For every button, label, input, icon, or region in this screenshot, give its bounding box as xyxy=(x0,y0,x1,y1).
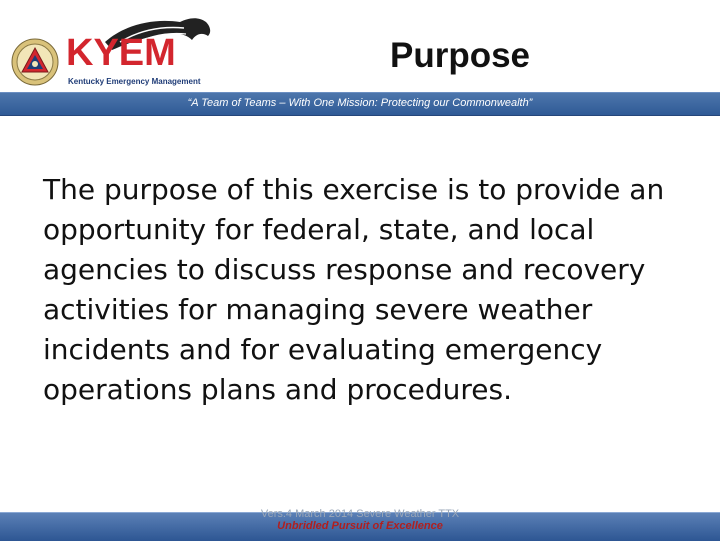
version-note: Vers.4 March 2014 Severe Weather TTX xyxy=(260,508,460,520)
slide-title: Purpose xyxy=(389,36,531,75)
kyem-logo-subtitle: Kentucky Emergency Management xyxy=(68,77,201,86)
purpose-paragraph: The purpose of this exercise is to provide an opportunity for federal, state, and local agencies to discuss response and recovery activities for managing severe weather incidents and for evaluating emergency operations plans and procedures. xyxy=(43,173,665,406)
motto-text: “A Team of Teams – With One Mission: Protecting our Commonwealth” xyxy=(187,97,533,109)
kyem-seal-icon xyxy=(11,38,59,86)
kyem-logo-text: KYEM xyxy=(66,32,176,74)
footer-slogan: Unbridled Pursuit of Excellence xyxy=(277,520,443,532)
slide-header xyxy=(0,0,720,92)
motto-bar xyxy=(0,92,720,116)
